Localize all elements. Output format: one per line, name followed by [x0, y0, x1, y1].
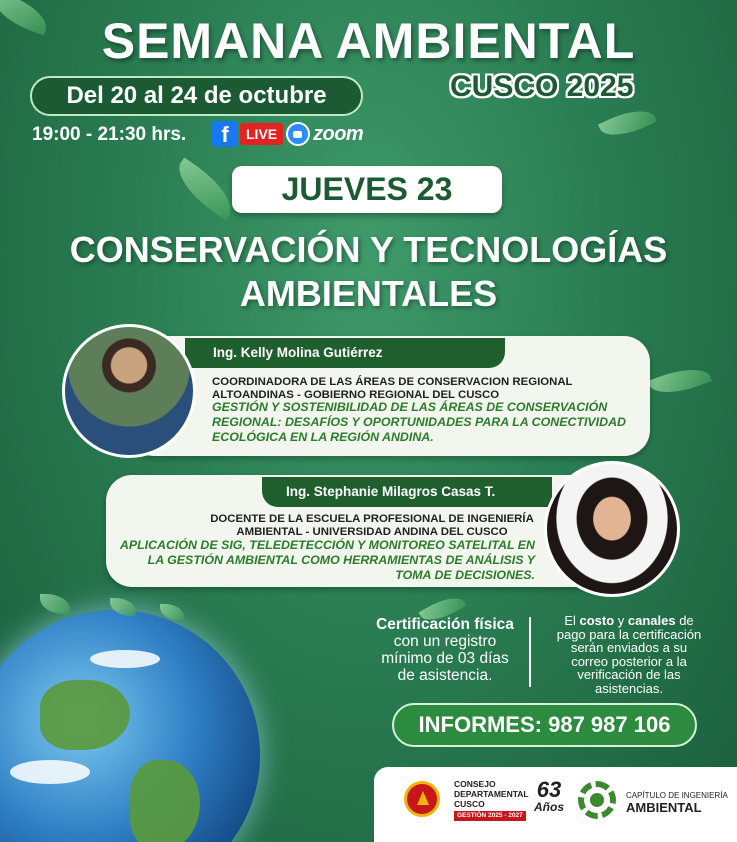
cost-line: pago para la certificación	[556, 626, 702, 642]
event-dates: Del 20 al 24 de octubre	[30, 76, 363, 116]
chapter-line: CAPÍTULO DE INGENIERÍA	[626, 791, 728, 800]
cert-line: con un registro	[393, 633, 497, 650]
globe-land	[40, 680, 130, 750]
chapter-gear-logo	[578, 781, 616, 819]
globe-cloud	[10, 760, 90, 784]
cost-line: correo posterior a la	[571, 653, 687, 669]
cost-line: verificación de las	[577, 667, 681, 682]
cost-text: de	[675, 613, 694, 628]
zoom-icon	[286, 122, 310, 146]
cert-line: de asistencia.	[397, 667, 493, 684]
role-line: AMBIENTAL - UNIVERSIDAD ANDINA DEL CUSCO	[236, 526, 508, 538]
cost-line: asistencias.	[595, 680, 663, 696]
leaf-decoration	[168, 157, 241, 220]
event-time: 19:00 - 21:30 hrs.	[32, 124, 187, 145]
talk-title	[212, 400, 626, 445]
council-logo	[404, 781, 440, 817]
talk-line: GESTIÓN Y SOSTENIBILIDAD DE LAS ÁREAS DE CONSERVACIÓN	[212, 400, 608, 414]
cost-bold: costo	[579, 613, 615, 628]
live-badge: LIVE	[240, 123, 283, 145]
talk-line: REGIONAL: DESAFÍOS Y OPORTUNIDADES PARA LA CONECTIVIDAD	[212, 415, 626, 429]
globe-cloud	[90, 650, 160, 668]
council-period: GESTIÓN 2025 - 2027	[454, 811, 526, 821]
council-line: DEPARTAMENTAL	[454, 789, 529, 799]
role-line: COORDINADORA DE LAS ÁREAS DE CONSERVACION REGIONAL	[212, 376, 573, 388]
session-topic	[0, 228, 737, 316]
cost-bold: canales	[627, 613, 676, 628]
speaker-name-bar	[262, 477, 552, 507]
speaker-photo	[62, 324, 196, 458]
chapter-name	[626, 791, 728, 815]
talk-line: TOMA DE DECISIONES.	[395, 568, 535, 582]
speaker-role	[202, 513, 542, 539]
talk-line: LA GESTIÓN AMBIENTAL COMO HERRAMIENTAS DE ANÁLISIS Y	[147, 553, 535, 567]
speaker-name: Ing. Stephanie Milagros Casas T.	[286, 484, 496, 499]
globe-land	[130, 760, 200, 842]
speaker-role	[212, 376, 573, 402]
cost-text: El	[564, 613, 580, 628]
cost-text: y	[614, 613, 628, 628]
facebook-icon: f	[212, 121, 238, 147]
leaf-decoration	[648, 360, 712, 401]
globe-trees	[0, 590, 200, 620]
event-subtitle: CUSCO 2025	[450, 70, 634, 103]
talk-line: ECOLÓGICA EN LA REGIÓN ANDINA.	[212, 430, 434, 444]
anniversary-badge	[534, 779, 564, 813]
earth-globe	[0, 610, 260, 842]
contact-phone: INFORMES: 987 987 106	[392, 703, 697, 747]
session-day: JUEVES 23	[232, 166, 502, 213]
role-line: DOCENTE DE LA ESCUELA PROFESIONAL DE INGENIERÍA	[210, 513, 534, 525]
talk-title	[110, 538, 535, 583]
speaker-photo	[544, 461, 680, 597]
zoom-label: zoom	[313, 122, 364, 145]
council-line: CUSCO	[454, 799, 485, 809]
chapter-line: AMBIENTAL	[626, 800, 702, 815]
leaf-decoration	[598, 101, 657, 144]
footer-logos	[374, 767, 737, 842]
cert-bold: Certificación física	[376, 616, 514, 633]
cost-line: serán enviados a su	[570, 640, 688, 655]
council-line: CONSEJO	[454, 779, 496, 789]
topic-line: AMBIENTALES	[239, 273, 498, 314]
zoom-logo	[286, 121, 363, 147]
council-name	[454, 779, 529, 821]
speaker-name: Ing. Kelly Molina Gutiérrez	[213, 345, 383, 360]
anniversary-number: 63	[536, 777, 562, 802]
cert-line: mínimo de 03 días	[381, 650, 509, 667]
anniversary-word: Años	[534, 800, 564, 814]
cost-info	[540, 614, 718, 695]
speaker-name-bar	[185, 338, 505, 368]
topic-line: CONSERVACIÓN Y TECNOLOGÍAS	[69, 229, 668, 270]
divider	[529, 617, 531, 687]
certification-info	[365, 616, 525, 684]
event-title: SEMANA AMBIENTAL	[101, 13, 636, 69]
talk-line: APLICACIÓN DE SIG, TELEDETECCIÓN Y MONITOREO SATELITAL EN	[119, 538, 535, 552]
role-line: ALTOANDINAS - GOBIERNO REGIONAL DEL CUSCO	[212, 389, 500, 401]
